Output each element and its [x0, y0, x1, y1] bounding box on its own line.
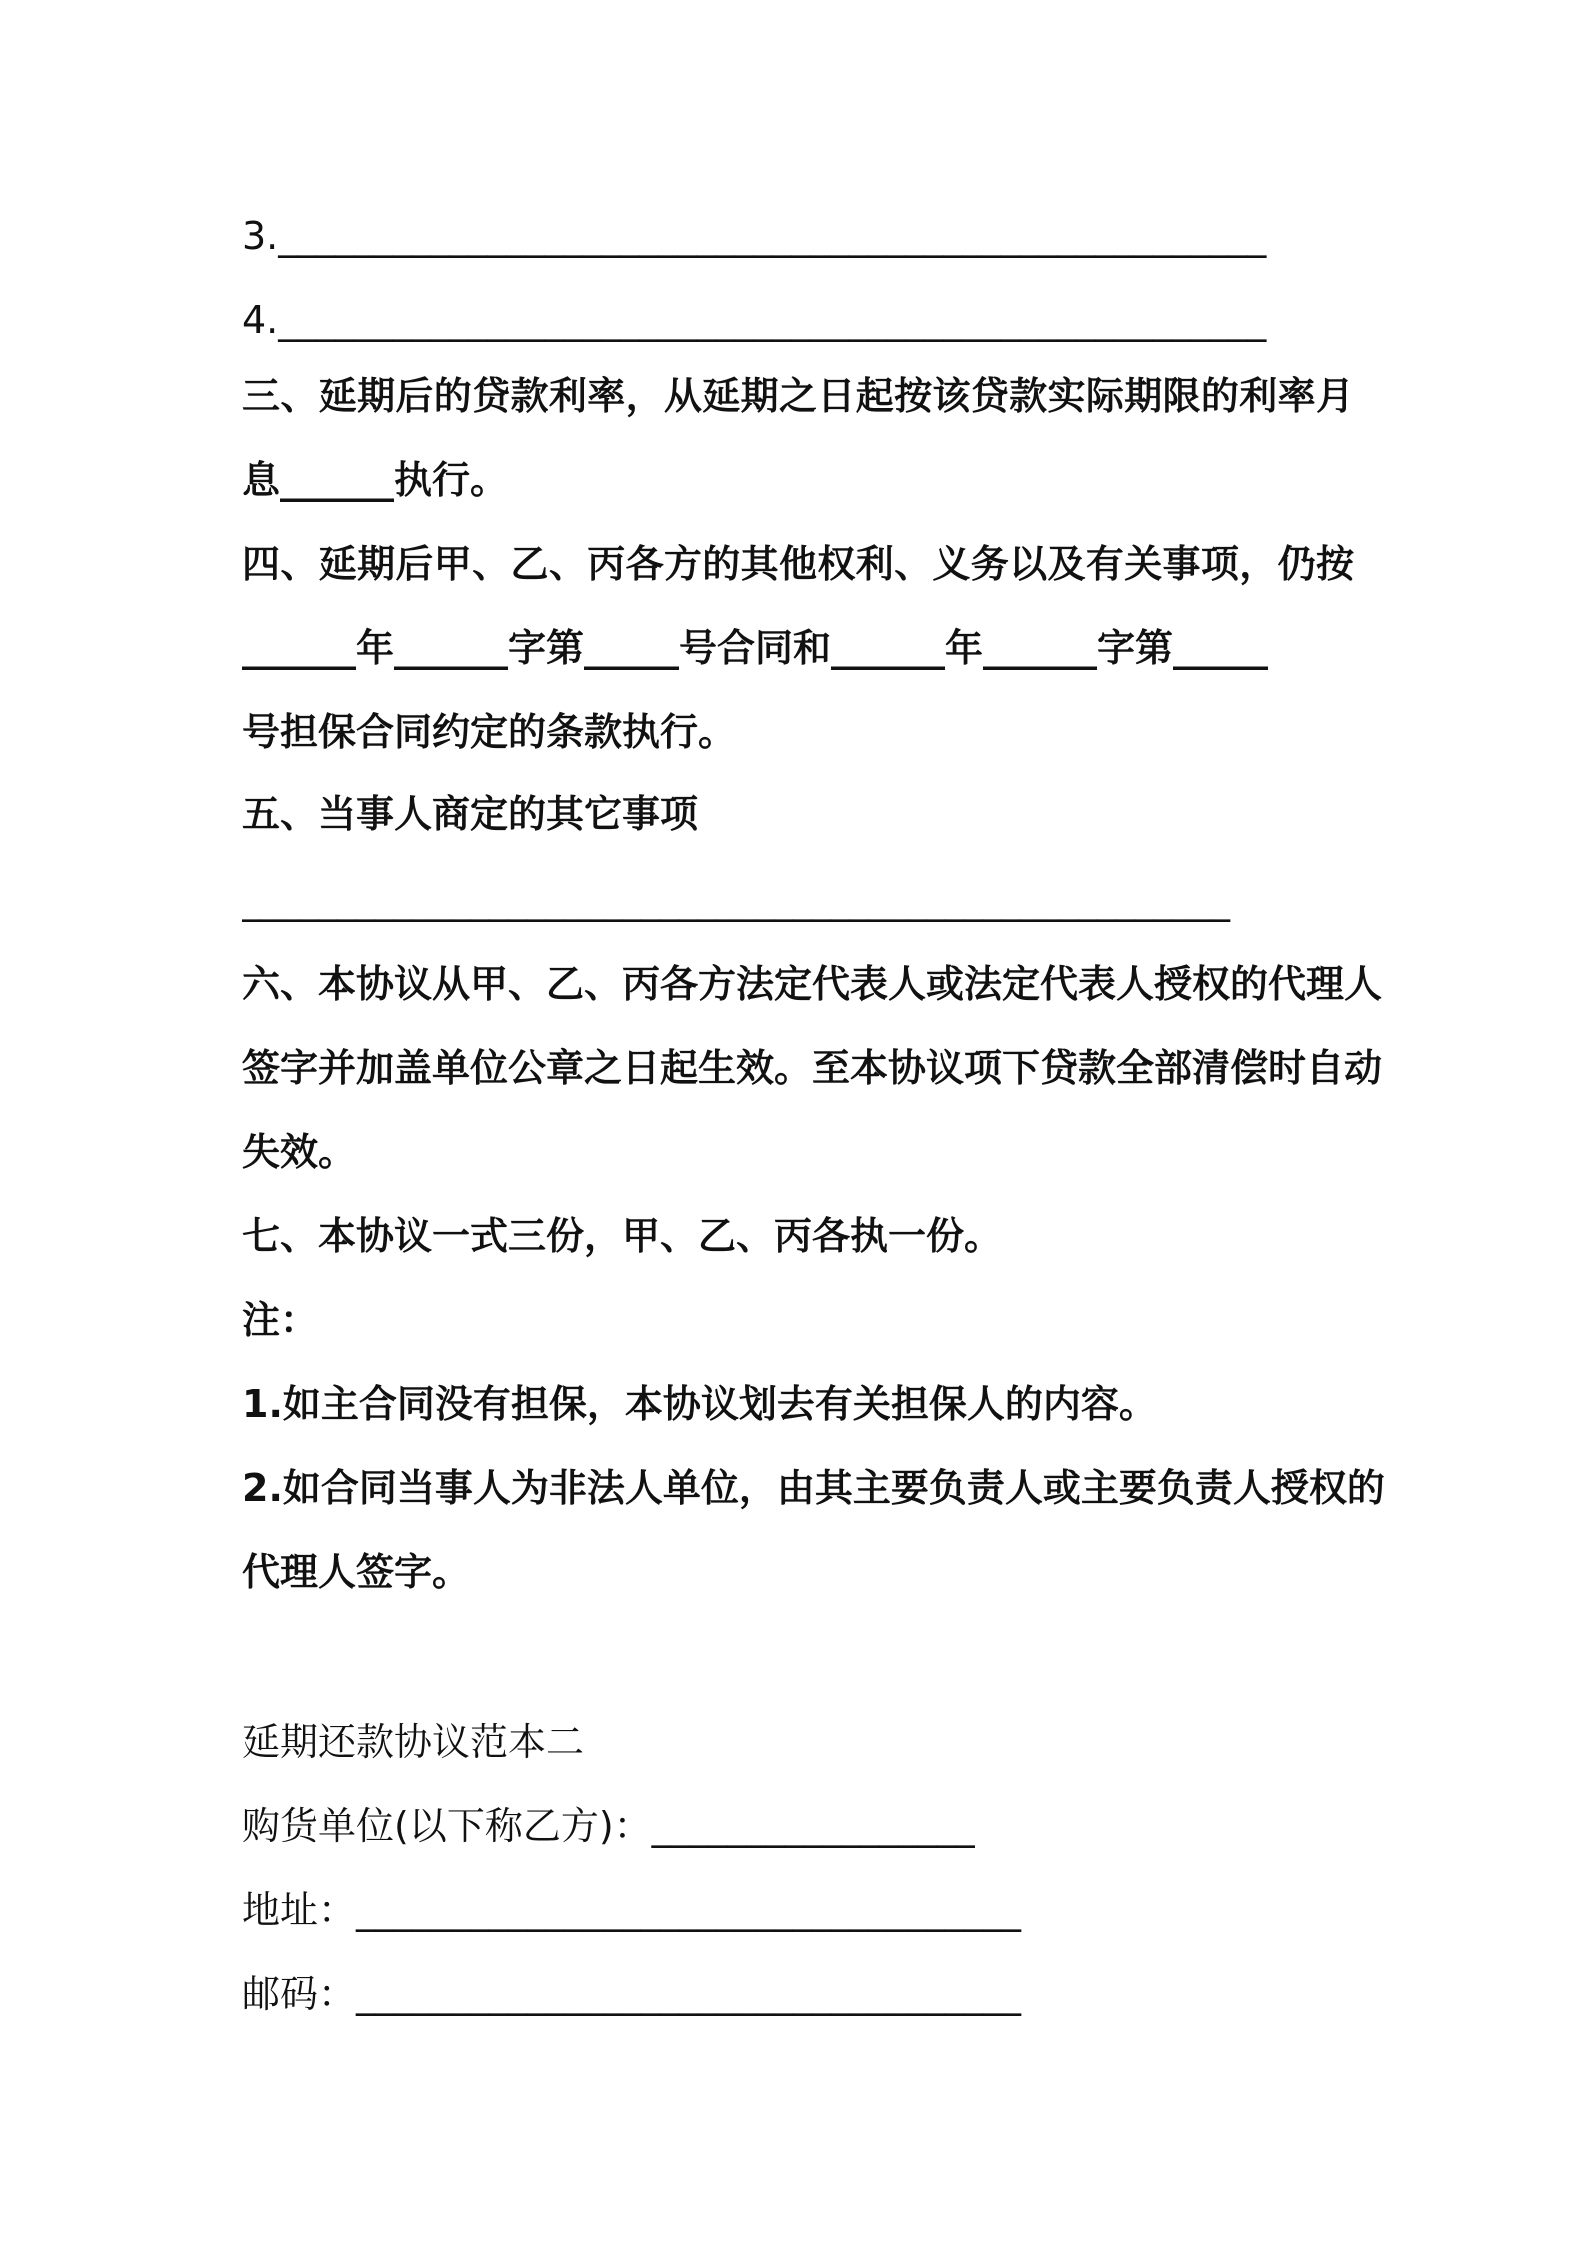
- clause-6-line-1: 六、本协议从甲、乙、丙各方法定代表人或法定代表人授权的代理人: [242, 962, 1383, 1006]
- blank-item-4: 4.____________________________________________________: [242, 298, 1267, 342]
- clause-6-line-2: 签字并加盖单位公章之日起生效。至本协议项下贷款全部清偿时自动: [242, 1046, 1383, 1090]
- sample-two-title: 延期还款协议范本二: [242, 1720, 585, 1764]
- note-item-1: 1.如主合同没有担保，本协议划去有关担保人的内容。: [242, 1382, 1157, 1426]
- clause-3-line-2: 息______执行。: [242, 458, 509, 502]
- clause-7: 七、本协议一式三份，甲、乙、丙各执一份。: [242, 1214, 1003, 1258]
- clause-3-line-1: 三、延期后的贷款利率，从延期之日起按该贷款实际期限的利率月: [242, 374, 1354, 418]
- clause-5-heading: 五、当事人商定的其它事项: [242, 792, 699, 836]
- postcode-field: 邮码：___________________________________: [242, 1972, 1022, 2016]
- buyer-unit-field: 购货单位(以下称乙方)：_________________: [242, 1804, 975, 1848]
- clause-5-blank: ____________________________________________________: [242, 878, 1230, 922]
- clause-6-line-3: 失效。: [242, 1130, 357, 1174]
- note-item-2-line-1: 2.如合同当事人为非法人单位，由其主要负责人或主要负责人授权的: [242, 1466, 1385, 1510]
- address-field: 地址：___________________________________: [242, 1888, 1022, 1932]
- note-heading: 注：: [242, 1298, 319, 1342]
- clause-4-line-1: 四、延期后甲、乙、丙各方的其他权利、义务以及有关事项，仍按: [242, 542, 1354, 586]
- blank-item-3: 3.____________________________________________________: [242, 214, 1267, 258]
- note-item-2-line-2: 代理人签字。: [242, 1550, 471, 1594]
- clause-4-line-2: ______年______字第_____号合同和______年______字第_____: [242, 626, 1269, 670]
- clause-4-line-3: 号担保合同约定的条款执行。: [242, 710, 737, 754]
